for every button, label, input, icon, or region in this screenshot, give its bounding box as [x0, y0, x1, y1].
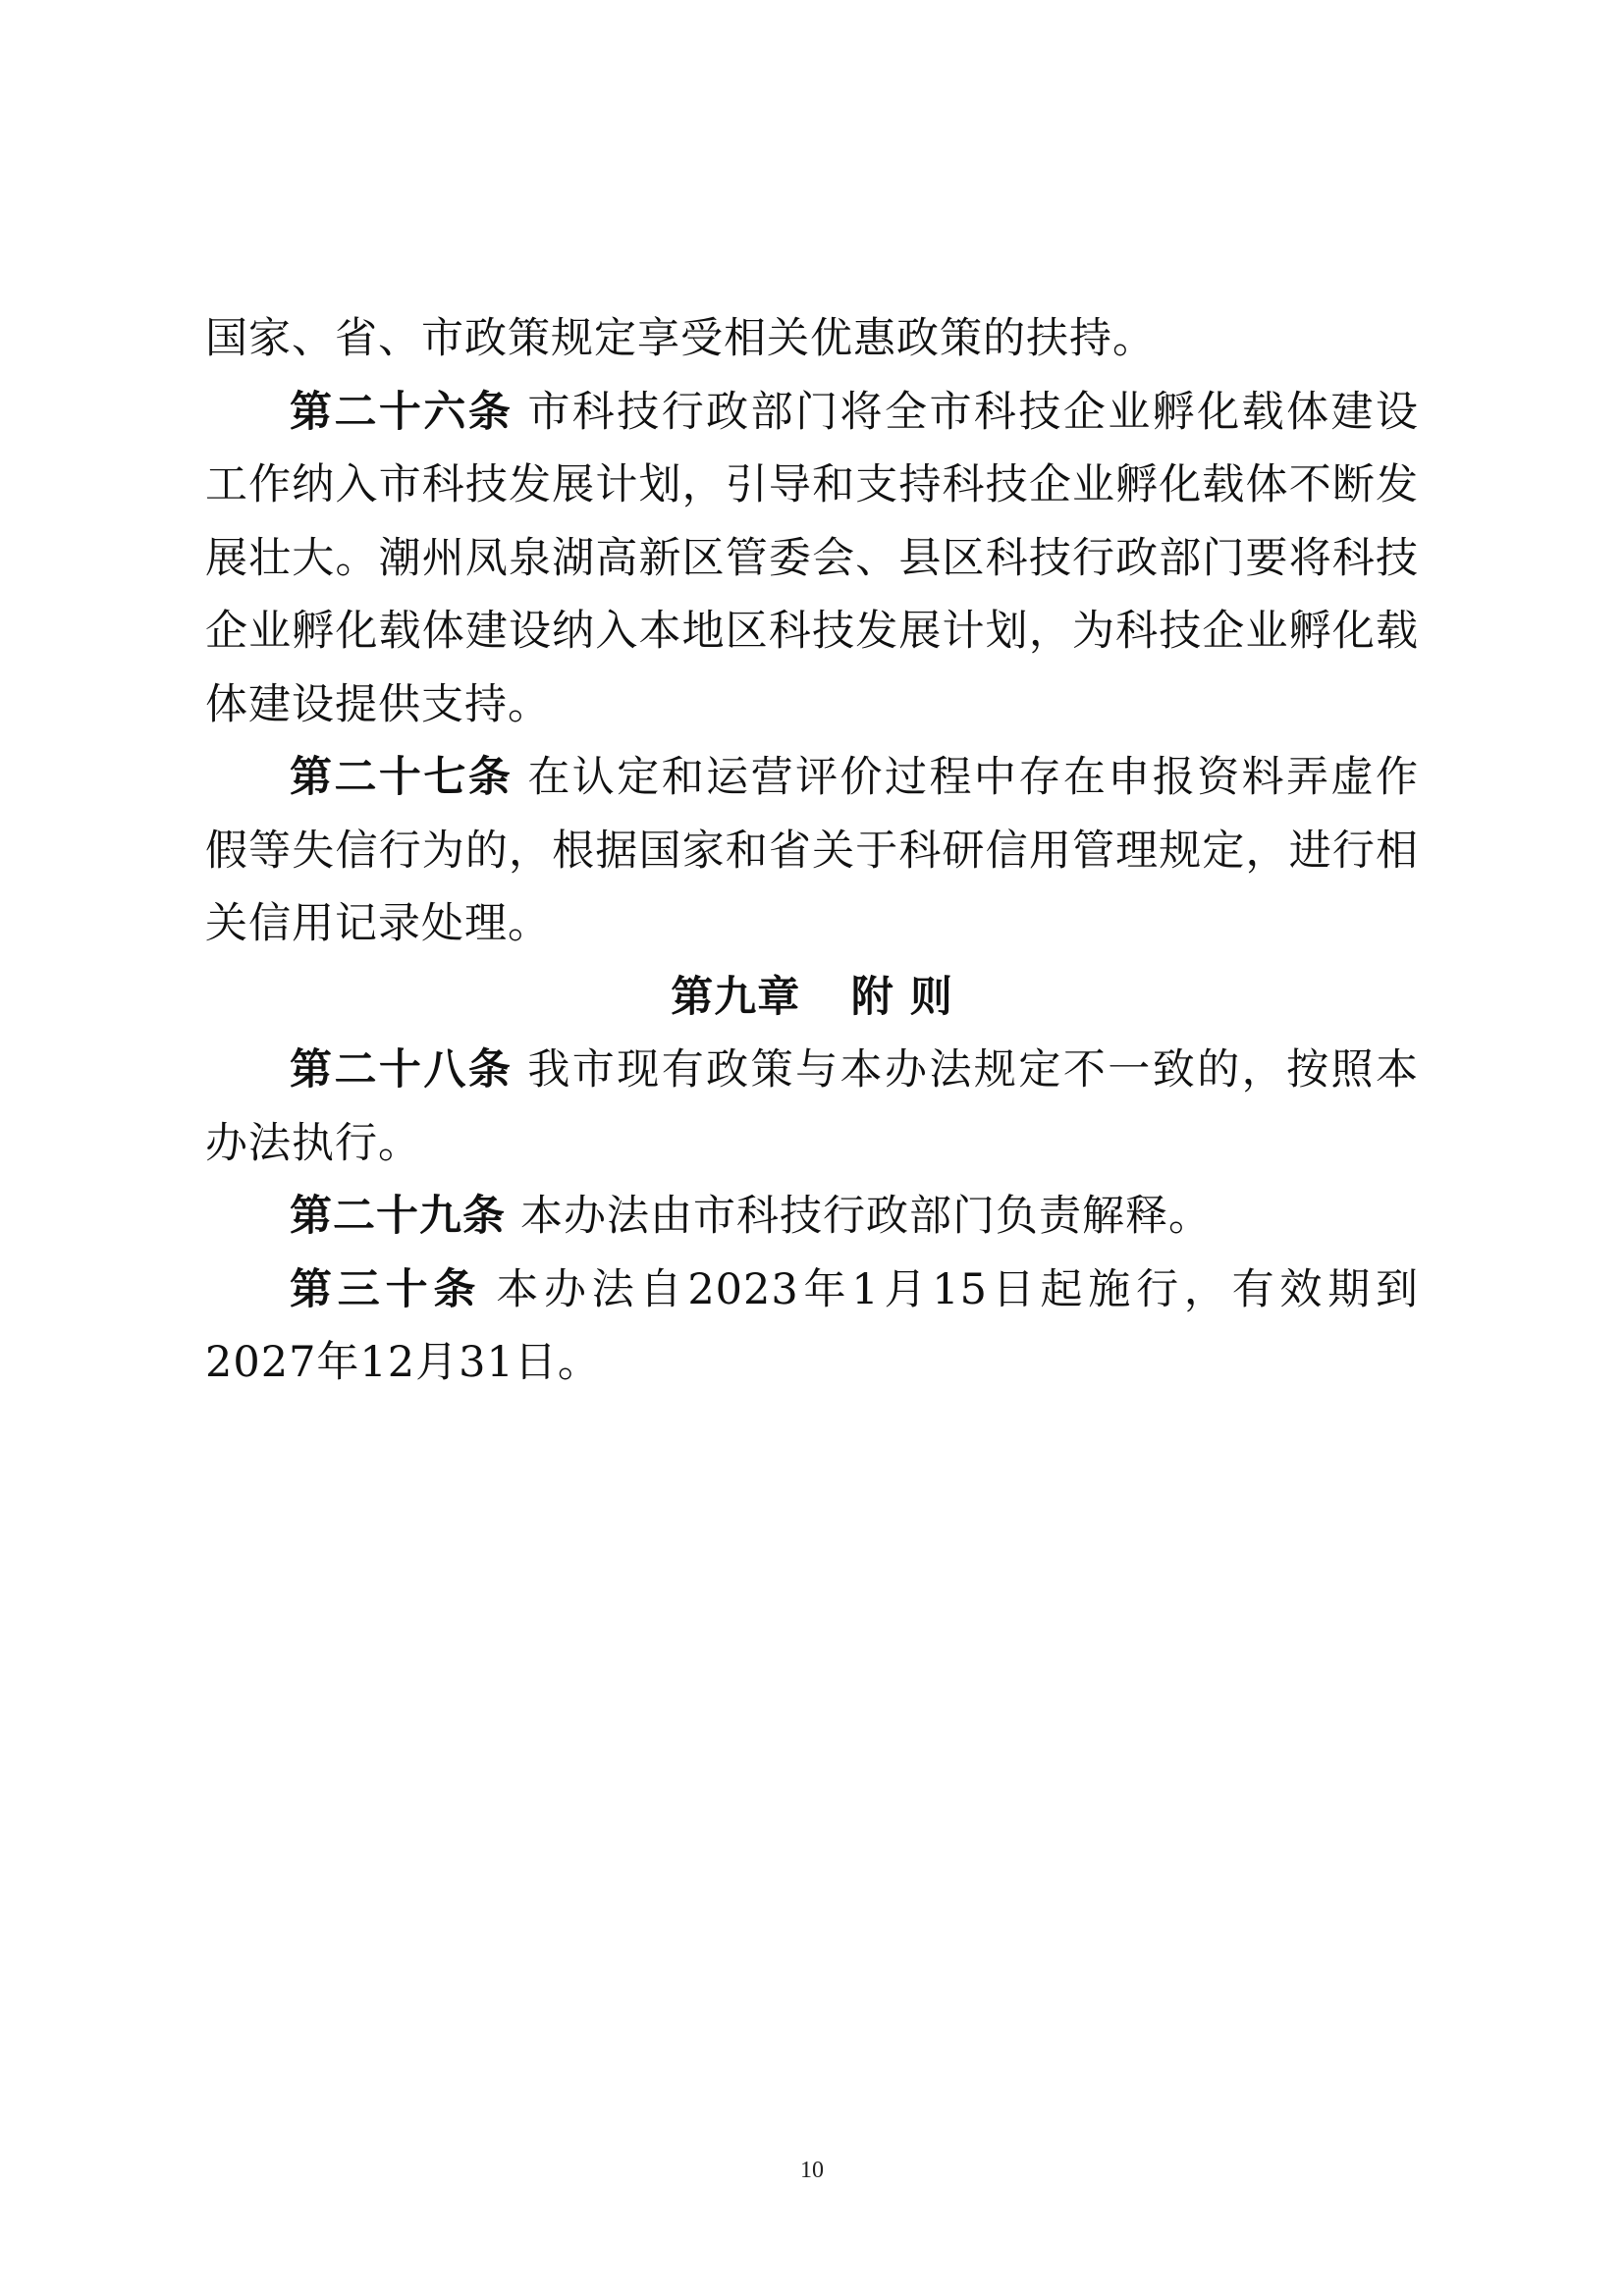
- article-number: 第三十条: [290, 1264, 482, 1314]
- article-text: 市科技行政部门将全市科技企业孵化载体建设工作纳入市科技发展计划，引导和支持科技企业孵化载体不断发展壮大。潮州凤泉湖高新区管委会、县区科技行政部门要将科技企业孵化载体建设纳入本地区科技发展计划，为科技企业孵化载体建设提供支持。: [205, 387, 1420, 729]
- article-26: [205, 376, 1419, 742]
- article-30: [205, 1254, 1419, 1400]
- article-28: [205, 1034, 1419, 1180]
- continued-paragraph: [205, 302, 1419, 376]
- article-text: 本办法自2023年1月15日起施行，有效期到2027年12月31日。: [205, 1264, 1419, 1387]
- article-29: [205, 1180, 1419, 1254]
- article-number: 第二十七条: [290, 753, 514, 802]
- paragraph-text: 国家、省、市政策规定享受相关优惠政策的扶持。: [205, 314, 1156, 363]
- document-body: [205, 302, 1419, 1400]
- article-27: [205, 741, 1419, 961]
- article-text: 我市现有政策与本办法规定不一致的，按照本办法执行。: [205, 1045, 1420, 1168]
- article-number: 第二十九条: [290, 1192, 506, 1241]
- article-text: 本办法由市科技行政部门负责解释。: [520, 1192, 1213, 1241]
- chapter-heading: [205, 961, 1419, 1035]
- page-number: 10: [800, 2158, 824, 2183]
- article-number: 第二十六条: [290, 387, 514, 437]
- chapter-number: 第九章: [671, 972, 801, 1022]
- article-text: 在认定和运营评价过程中存在申报资料弄虚作假等失信行为的，根据国家和省关于科研信用管理规定，进行相关信用记录处理。: [205, 753, 1420, 948]
- chapter-title: 附 则: [850, 972, 953, 1022]
- article-number: 第二十八条: [290, 1045, 514, 1095]
